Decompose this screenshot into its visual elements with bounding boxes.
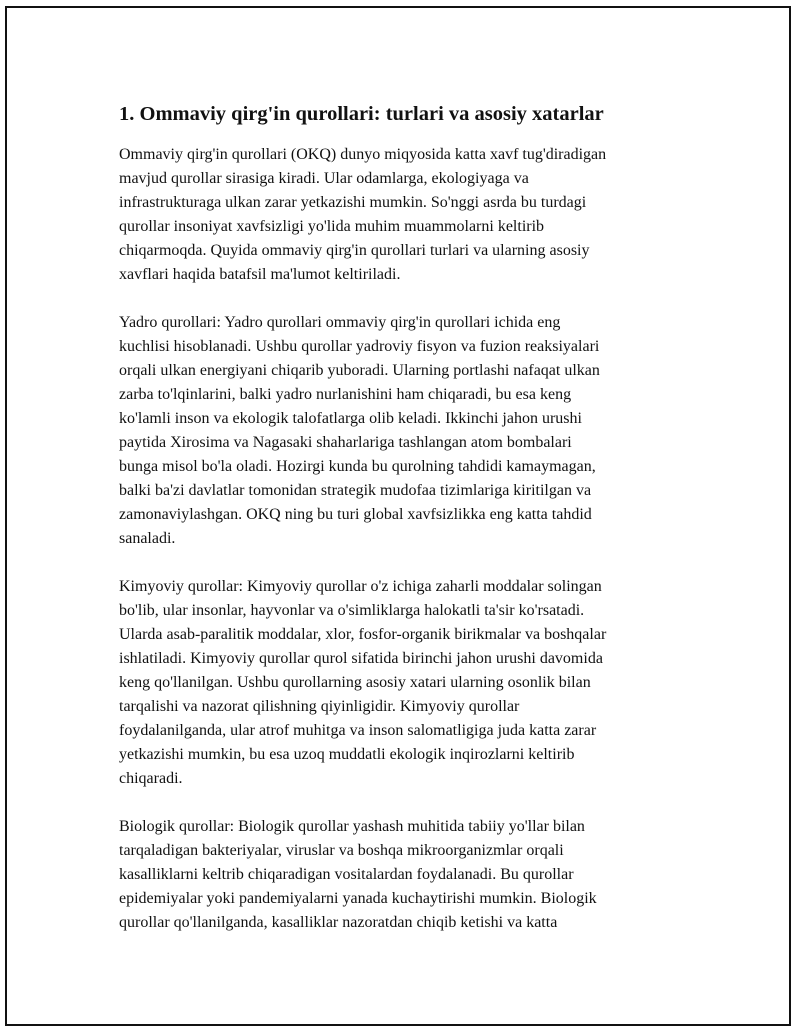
section-heading: 1. Ommaviy qirg'in qurollari: turlari va asosiy xatarlar	[119, 103, 604, 125]
text-line: Biologik qurollar: Biologik qurollar yashash muhitida tabiiy yo'llar bilan	[119, 818, 585, 835]
text-line: sanaladi.	[119, 530, 176, 547]
paragraph-nuclear-weapons	[119, 311, 699, 551]
text-line: Ommaviy qirg'in qurollari (OKQ) dunyo miqyosida katta xavf tug'diradigan	[119, 146, 607, 163]
paragraph-biological-weapons	[119, 815, 699, 935]
text-line: balki ba'zi davlatlar tomonidan strategik mudofaa tizimlariga kiritilgan va	[119, 482, 592, 499]
paragraph-chemical-weapons	[119, 575, 699, 791]
text-line: ishlatiladi. Kimyoviy qurollar qurol sifatida birinchi jahon urushi davomida	[119, 650, 603, 667]
document-body	[119, 100, 699, 959]
text-line: Ularda asab-paralitik moddalar, xlor, fosfor-organik birikmalar va boshqalar	[119, 626, 607, 643]
text-line: keng qo'llanilgan. Ushbu qurollarning asosiy xatari ularning osonlik bilan	[119, 674, 591, 691]
text-line: qurollar insoniyat xavfsizligi yo'lida muhim muammolarni keltirib	[119, 218, 545, 235]
text-line: kasalliklarni keltrib chiqaradigan vositalardan foydalanadi. Bu qurollar	[119, 866, 574, 883]
text-line: zarba to'lqinlarini, balki yadro nurlanishini ham chiqaradi, bu esa keng	[119, 386, 572, 403]
text-line: paytida Xirosima va Nagasaki shaharlariga tashlangan atom bombalari	[119, 434, 572, 451]
text-line: tarqalishi va nazorat qilishning qiyinligidir. Kimyoviy qurollar	[119, 698, 520, 715]
text-line: zamonaviylashgan. OKQ ning bu turi global xavfsizlikka eng katta tahdid	[119, 506, 592, 523]
text-line: orqali ulkan energiyani chiqarib yuboradi. Ularning portlashi nafaqat ulkan	[119, 362, 600, 379]
text-line: Yadro qurollari: Yadro qurollari ommaviy qirg'in qurollari ichida eng	[119, 314, 561, 331]
text-line: qurollar qo'llanilganda, kasalliklar nazoratdan chiqib ketishi va katta	[119, 914, 558, 931]
text-line: foydalanilganda, ular atrof muhitga va inson salomatligiga juda katta zarar	[119, 722, 597, 739]
text-line: tarqaladigan bakteriyalar, viruslar va boshqa mikroorganizmlar orqali	[119, 842, 564, 859]
paragraph-intro	[119, 143, 699, 287]
text-line: infrastrukturaga ulkan zarar yetkazishi mumkin. So'nggi asrda bu turdagi	[119, 194, 587, 211]
page-frame	[5, 6, 791, 1026]
text-line: xavflari haqida batafsil ma'lumot keltiriladi.	[119, 266, 401, 283]
text-line: chiqarmoqda. Quyida ommaviy qirg'in qurollari turlari va ularning asosiy	[119, 242, 590, 259]
text-line: yetkazishi mumkin, bu esa uzoq muddatli ekologik inqirozlarni keltirib	[119, 746, 575, 763]
text-line: kuchlisi hisoblanadi. Ushbu qurollar yadroviy fisyon va fuzion reaksiyalari	[119, 338, 600, 355]
text-line: bo'lib, ular insonlar, hayvonlar va o'simliklarga halokatli ta'sir ko'rsatadi.	[119, 602, 585, 619]
text-line: chiqaradi.	[119, 770, 183, 787]
text-line: epidemiyalar yoki pandemiyalarni yanada kuchaytirishi mumkin. Biologik	[119, 890, 597, 907]
text-line: ko'lamli inson va ekologik talofatlarga olib keladi. Ikkinchi jahon urushi	[119, 410, 582, 427]
text-line: mavjud qurollar sirasiga kiradi. Ular odamlarga, ekologiyaga va	[119, 170, 529, 187]
text-line: Kimyoviy qurollar: Kimyoviy qurollar o'z ichiga zaharli moddalar solingan	[119, 578, 602, 595]
text-line: bunga misol bo'la oladi. Hozirgi kunda bu qurolning tahdidi kamaymagan,	[119, 458, 596, 475]
